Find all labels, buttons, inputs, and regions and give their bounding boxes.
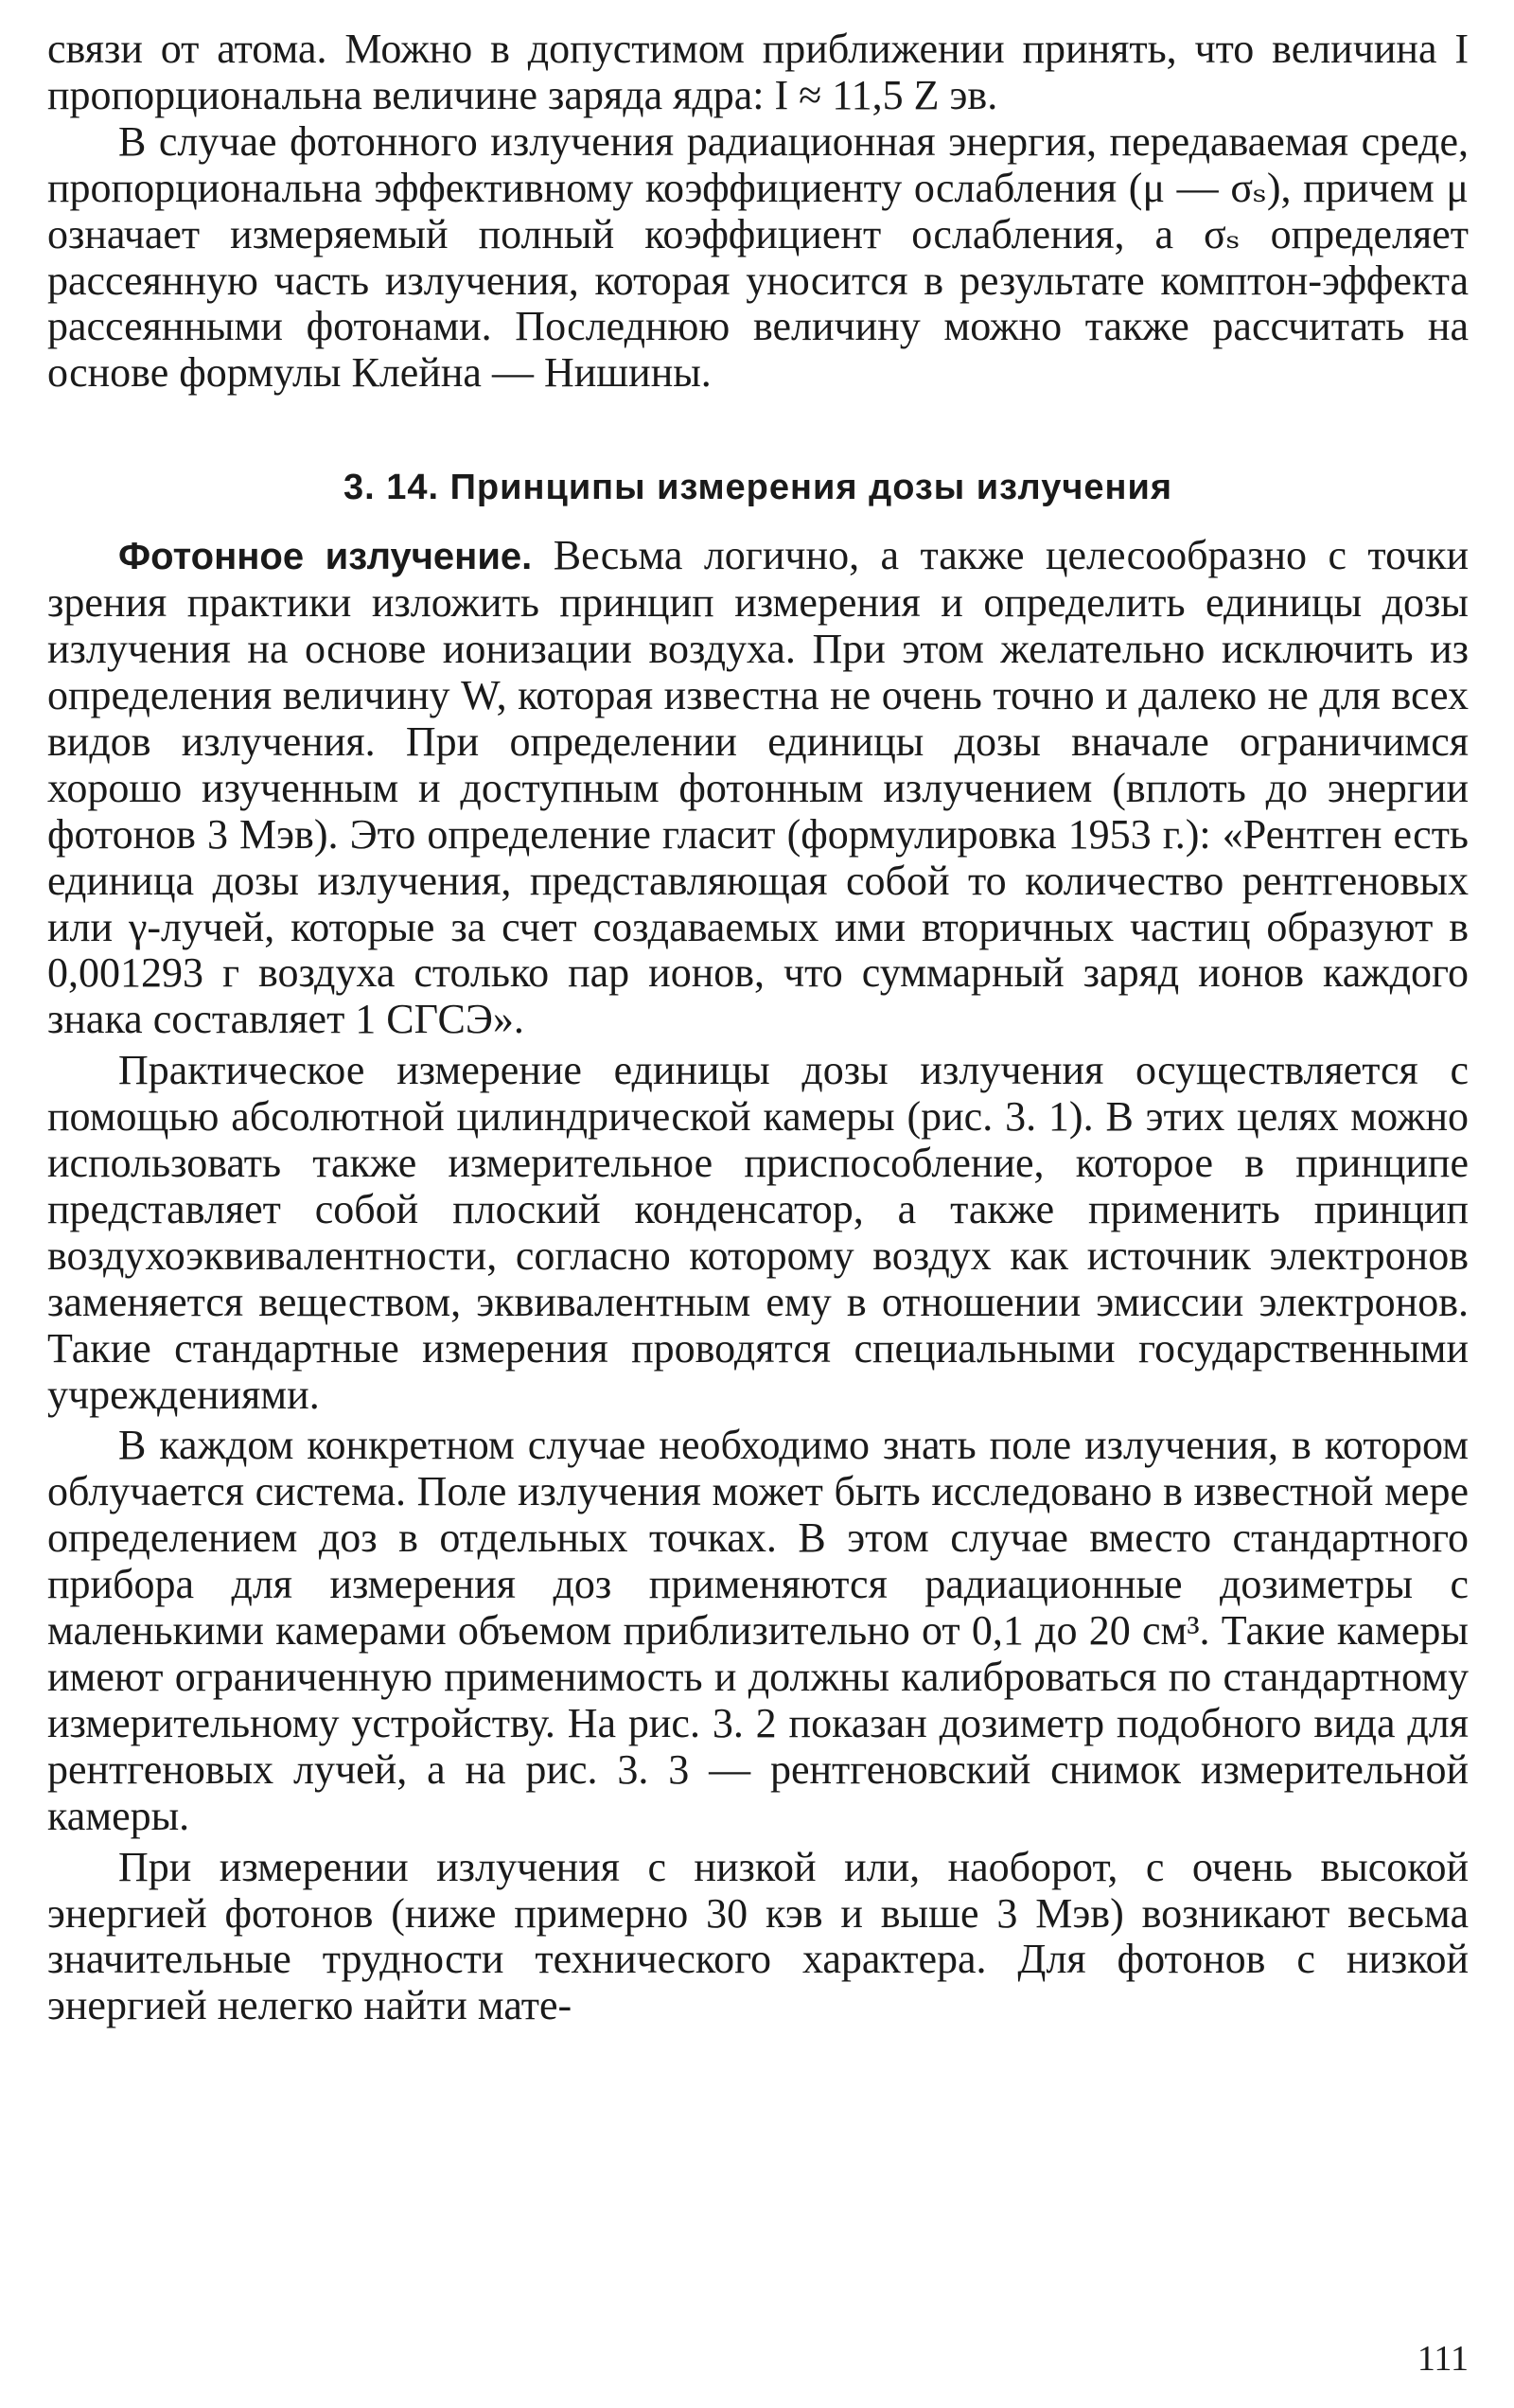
photon-energy-paragraph: В случае фотонного излучения радиационная энергия, передаваемая среде, пропорциональна эффективному коэффициенту ослабления (μ — σₛ), причем μ означает измеряемый полный коэффициент ослабления, а σₛ определяет рассеянную часть излучения, которая уносится в результате комптон-эффекта рассеянными фотонами. Последнюю величину можно также рассчитать на основе формулы Клейна — Нишины. bbox=[47, 117, 1469, 397]
radiation-field-paragraph: В каждом конкретном случае необходимо знать поле излучения, в котором облучается система. Поле излучения может быть исследовано в известной мере определением доз в отдельных точках. В этом случае вместо стандартного прибора для измерения доз применяются радиационные дозиметры с маленькими камерами объемом приблизительно от 0,1 до 20 см³. Такие камеры имеют ограниченную применимость и должны калиброваться по стандартному измерительному устройству. На рис. 3. 2 показан дозиметр подобного вида для рентгеновых лучей, а на рис. 3. 3 — рентгеновский снимок измерительной камеры. bbox=[47, 1422, 1469, 1839]
page-number: 111 bbox=[1417, 2339, 1469, 2379]
energy-limits-paragraph: При измерении излучения с низкой или, наоборот, с очень высокой энергией фотонов (ниже примерно 30 кэв и выше 3 Мэв) возникают весьма значительные трудности технического характера. Для фотонов с низкой энергией нелегко найти мате- bbox=[47, 1843, 1469, 2029]
practical-measurement-paragraph: Практическое измерение единицы дозы излучения осуществляется с помощью абсолютной цилиндрической камеры (рис. 3. 1). В этих целях можно использовать также измерительное приспособление, которое в принципе представляет собой плоский конденсатор, а также применить принцип воздухоэквивалентности, согласно которому воздух как источник электронов заменяется веществом, эквивалентным ему в отношении эмиссии электронов. Такие стандартные измерения проводятся специальными государственными учреждениями. bbox=[47, 1047, 1469, 1418]
photon-section-text: Весьма логично, а также целесообразно с точки зрения практики изложить принцип измерения и определить единицы дозы излучения на основе ионизации воздуха. При этом желательно исключить из определения величину W, которая известна не очень точно и далеко не для всех видов излучения. При определении единицы дозы вначале ограничимся хорошо изученным и доступным фотонным излучением (вплоть до энергии фотонов 3 Мэв). Это определение гласит (формулировка 1953 г.): «Рентген есть единица дозы излучения, представляющая собой то количество рентгеновых или γ-лучей, которые за счет создаваемых ими вторичных частиц образуют в 0,001293 г воздуха столько пар ионов, что суммарный заряд ионов каждого знака составляет 1 СГСЭ». bbox=[47, 532, 1469, 1043]
run-in-title: Фотонное излучение. bbox=[118, 536, 533, 578]
book-page bbox=[47, 27, 1469, 2029]
continuation-paragraph: связи от атома. Можно в допустимом приближении принять, что величина I пропорциональна величине заряда ядра: I ≈ 11,5 Z эв. bbox=[47, 26, 1469, 118]
photon-section-paragraph bbox=[47, 533, 1469, 1043]
section-heading: 3. 14. Принципы измерения дозы излучения bbox=[343, 468, 1173, 508]
